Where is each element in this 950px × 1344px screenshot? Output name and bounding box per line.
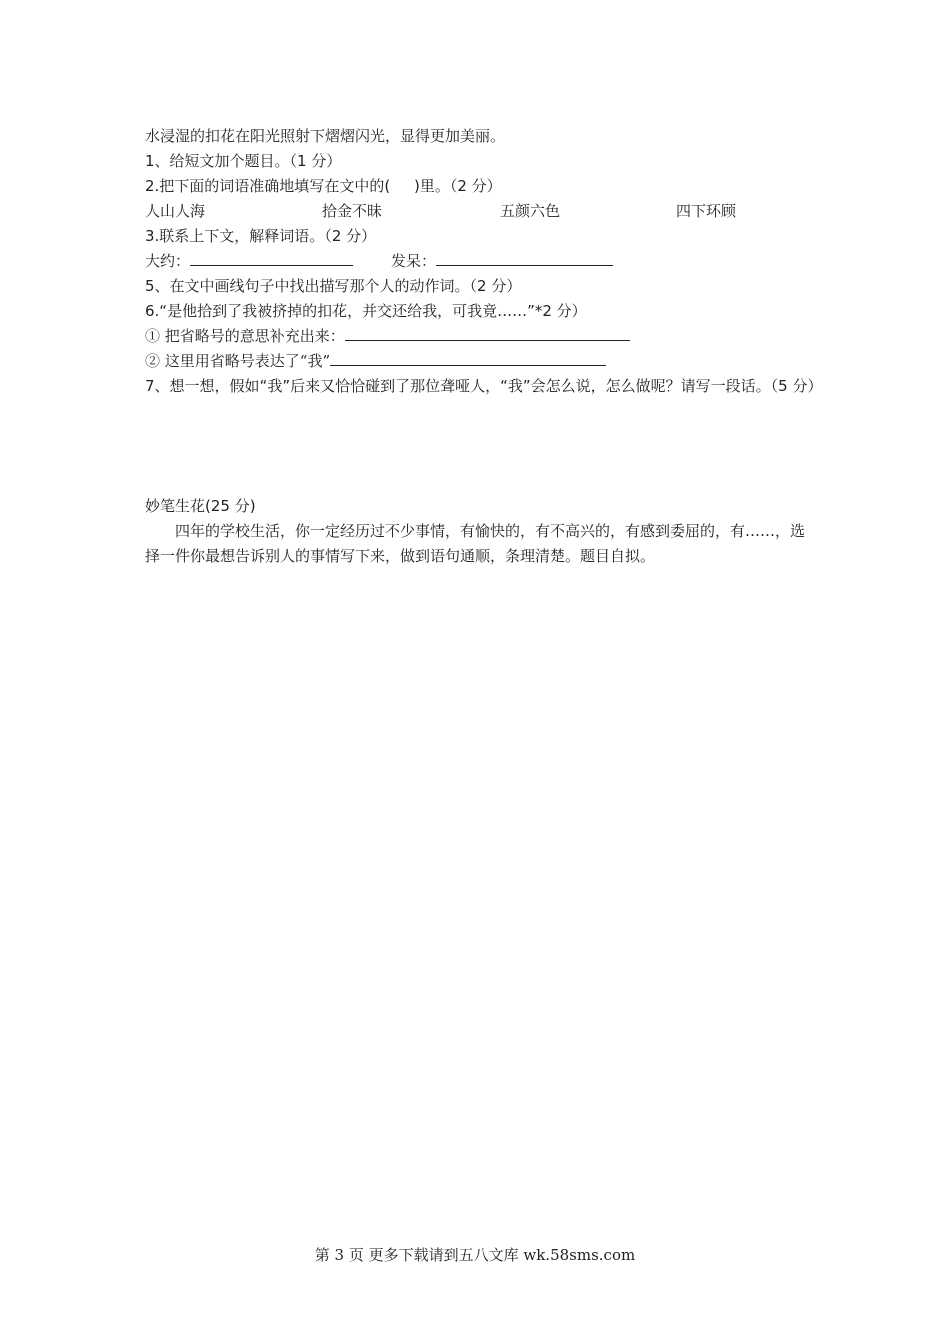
- answer-blank-6-2[interactable]: [330, 349, 606, 366]
- question-6-sub-1-label: ① 把省略号的意思补充出来：: [145, 327, 345, 345]
- answer-blank-6-1[interactable]: [345, 324, 630, 341]
- passage-end-line: 水浸湿的扣花在阳光照射下熠熠闪光，显得更加美丽。: [145, 127, 506, 145]
- term-label-fadai: 发呆：: [391, 252, 437, 270]
- question-6-sub-2: [145, 349, 817, 374]
- answer-blank-fadai[interactable]: [436, 249, 613, 266]
- page-footer: 第 3 页 更多下载请到五八文库 wk.58sms.com: [314, 1246, 636, 1264]
- question-5: 5、在文中画线句子中找出描写那个人的动作词。（2 分）: [145, 277, 522, 295]
- term-label-dayue: 大约：: [145, 252, 191, 270]
- word-bank: [145, 199, 817, 224]
- question-6-sub-2-label: ② 这里用省略号表达了“我”: [145, 352, 331, 370]
- exam-content: [145, 124, 823, 569]
- question-7: 7、想一想，假如“我”后来又恰恰碰到了那位聋哑人，“我”会怎么说，怎么做呢？请写一段话。（5 分）: [145, 377, 823, 395]
- answer-space-7[interactable]: [145, 399, 817, 494]
- word-bank-item: 拾金不昧: [322, 202, 383, 220]
- word-bank-item: 四下环顾: [676, 202, 737, 220]
- question-3: 3.联系上下文，解释词语。（2 分）: [145, 227, 377, 245]
- composition-prompt: 四年的学校生活，你一定经历过不少事情，有愉快的，有不高兴的，有感到委屈的，有……，选择一件你最想告诉别人的事情写下来，做到语句通顺，条理清楚。题目自拟。: [145, 522, 806, 565]
- question-6-sub-1: [145, 324, 817, 349]
- answer-blank-dayue[interactable]: [190, 249, 353, 266]
- word-bank-item: 五颜六色: [500, 202, 561, 220]
- composition-title: 妙笔生花(25 分): [145, 497, 256, 515]
- question-1: 1、给短文加个题目。（1 分）: [145, 152, 342, 170]
- question-2: 2.把下面的词语准确地填写在文中的( )里。（2 分）: [145, 177, 502, 195]
- question-3-answers: [145, 249, 817, 274]
- word-bank-item: 人山人海: [145, 202, 206, 220]
- question-6: 6.“是他拾到了我被挤掉的扣花，并交还给我，可我竟……”*2 分）: [145, 302, 587, 320]
